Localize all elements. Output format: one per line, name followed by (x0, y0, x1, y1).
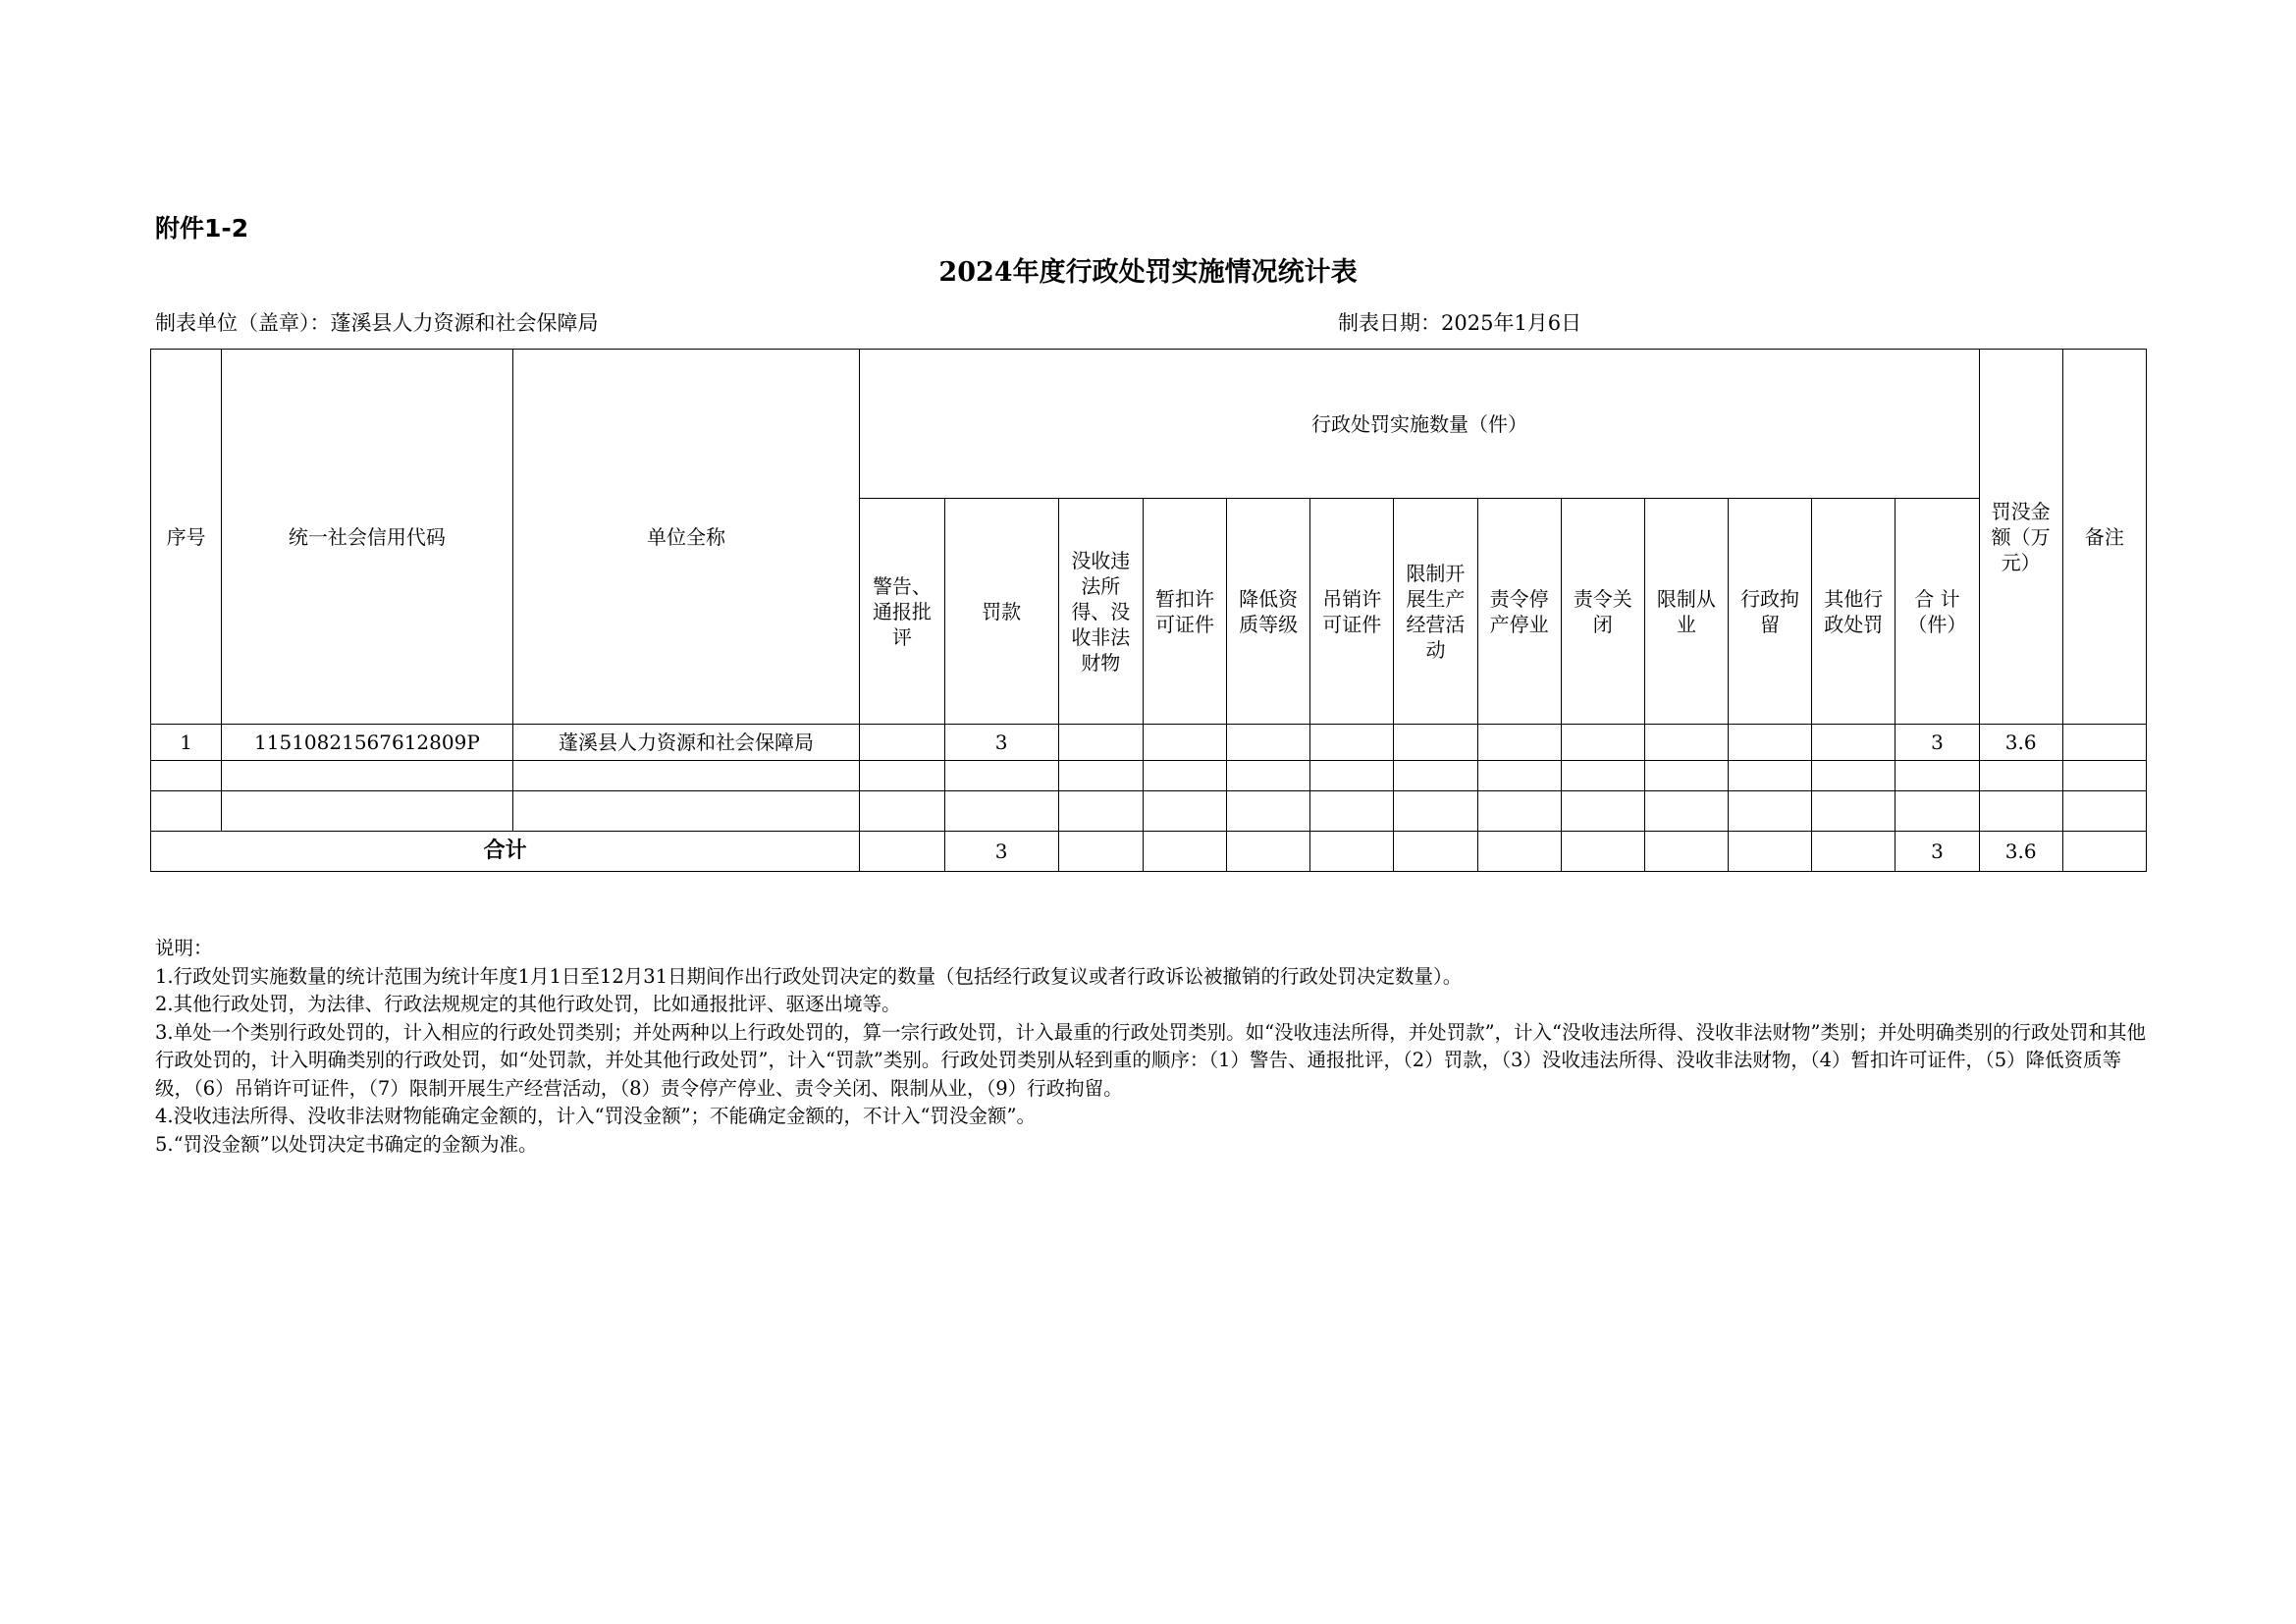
total-count (860, 832, 944, 872)
table-row-empty (151, 791, 2147, 832)
total-count (1143, 832, 1226, 872)
note-item: 2.其他行政处罚，为法律、行政法规规定的其他行政处罚，比如通报批评、驱逐出境等。 (155, 993, 901, 1015)
total-count (1812, 832, 1896, 872)
cell-count (1812, 725, 1896, 761)
header-category: 降低资质等级 (1227, 499, 1310, 725)
notes-heading: 说明： (155, 937, 213, 959)
cell-count (1143, 725, 1226, 761)
total-count (1728, 832, 1811, 872)
table-row-empty (151, 761, 2147, 791)
total-count (1310, 832, 1394, 872)
total-count (1394, 832, 1477, 872)
total-label: 合计 (151, 832, 860, 872)
header-category: 责令关闭 (1561, 499, 1644, 725)
cell-count (1058, 725, 1143, 761)
header-penalty-count-group: 行政处罚实施数量（件） (860, 350, 1979, 499)
note-item: 3.单处一个类别行政处罚的，计入相应的行政处罚类别；并处两种以上行政处罚的，算一宗行政处罚，计入最重的行政处罚类别。如“没收违法所得，并处罚款”，计入“没收违法所得、没收非法财物”类别；并处明确类别的行政处罚和其他行政处罚的，计入明确类别的行政处罚，如“处罚款，并处其他行政处罚”，计入“罚款”类别。行政处罚类别从轻到重的顺序：（1）警告、通报批评，（2）罚款，（3）没收违法所得、没收非法财物，（4）暂扣许可证件，（5）降低资质等级，（6）吊销许可证件，（7）限制开展生产经营活动，（8）责令停产停业、责令关闭、限制从业，（9）行政拘留。 (155, 1020, 2146, 1100)
header-category: 警告、通报批评 (860, 499, 944, 725)
cell-fine-amount: 3.6 (1979, 725, 2062, 761)
cell-count-total: 3 (1896, 725, 1979, 761)
total-count: 3 (944, 832, 1058, 872)
page-title: 2024年度行政处罚实施情况统计表 (938, 257, 1358, 288)
header-category: 行政拘留 (1728, 499, 1811, 725)
header-category: 暂扣许可证件 (1143, 499, 1226, 725)
header-category: 罚款 (944, 499, 1058, 725)
cell-count (1394, 725, 1477, 761)
attachment-label: 附件1-2 (155, 214, 249, 243)
total-count (1058, 832, 1143, 872)
note-item: 5.“罚没金额”以处罚决定书确定的金额为准。 (155, 1132, 538, 1156)
total-count (1561, 832, 1644, 872)
preparing-unit: 制表单位（盖章）：蓬溪县人力资源和社会保障局 (155, 311, 599, 335)
cell-unit-name: 蓬溪县人力资源和社会保障局 (512, 725, 860, 761)
header-category: 限制开展生产经营活动 (1394, 499, 1477, 725)
cell-count: 3 (944, 725, 1058, 761)
total-count (1644, 832, 1728, 872)
total-remark (2062, 832, 2146, 872)
total-fine-amount: 3.6 (1979, 832, 2062, 872)
cell-count (1561, 725, 1644, 761)
note-item: 4.没收违法所得、没收非法财物能确定金额的，计入“罚没金额”；不能确定金额的，不计入“罚没金额”。 (155, 1105, 1036, 1127)
cell-seq: 1 (151, 725, 222, 761)
header-fine-amount: 罚没金额（万元） (1979, 350, 2062, 725)
cell-count (1477, 725, 1561, 761)
header-category: 责令停产停业 (1477, 499, 1561, 725)
header-category: 限制从业 (1644, 499, 1728, 725)
note-item: 1.行政处罚实施数量的统计范围为统计年度1月1日至12月31日期间作出行政处罚决定的数量（包括经行政复议或者行政诉讼被撤销的行政处罚决定数量）。 (155, 964, 1463, 988)
cell-remark (2062, 725, 2146, 761)
cell-count (1644, 725, 1728, 761)
cell-count (1310, 725, 1394, 761)
header-category: 其他行政处罚 (1812, 499, 1896, 725)
header-unit-name: 单位全称 (512, 350, 860, 725)
preparation-date: 制表日期：2025年1月6日 (1338, 311, 1582, 335)
statistics-table (150, 349, 2147, 872)
table-row (151, 725, 2147, 761)
header-category: 没收违法所得、没收非法财物 (1058, 499, 1143, 725)
total-row (151, 832, 2147, 872)
header-remark: 备注 (2062, 350, 2146, 725)
cell-credit-code: 11510821567612809P (222, 725, 513, 761)
total-count-sum: 3 (1896, 832, 1979, 872)
header-seq: 序号 (151, 350, 222, 725)
header-category-total: 合 计（件） (1896, 499, 1979, 725)
cell-count (1227, 725, 1310, 761)
cell-count (1728, 725, 1811, 761)
header-category: 吊销许可证件 (1310, 499, 1394, 725)
cell-count (860, 725, 944, 761)
header-credit-code: 统一社会信用代码 (222, 350, 513, 725)
total-count (1227, 832, 1310, 872)
notes-section (155, 935, 2148, 1159)
total-count (1477, 832, 1561, 872)
